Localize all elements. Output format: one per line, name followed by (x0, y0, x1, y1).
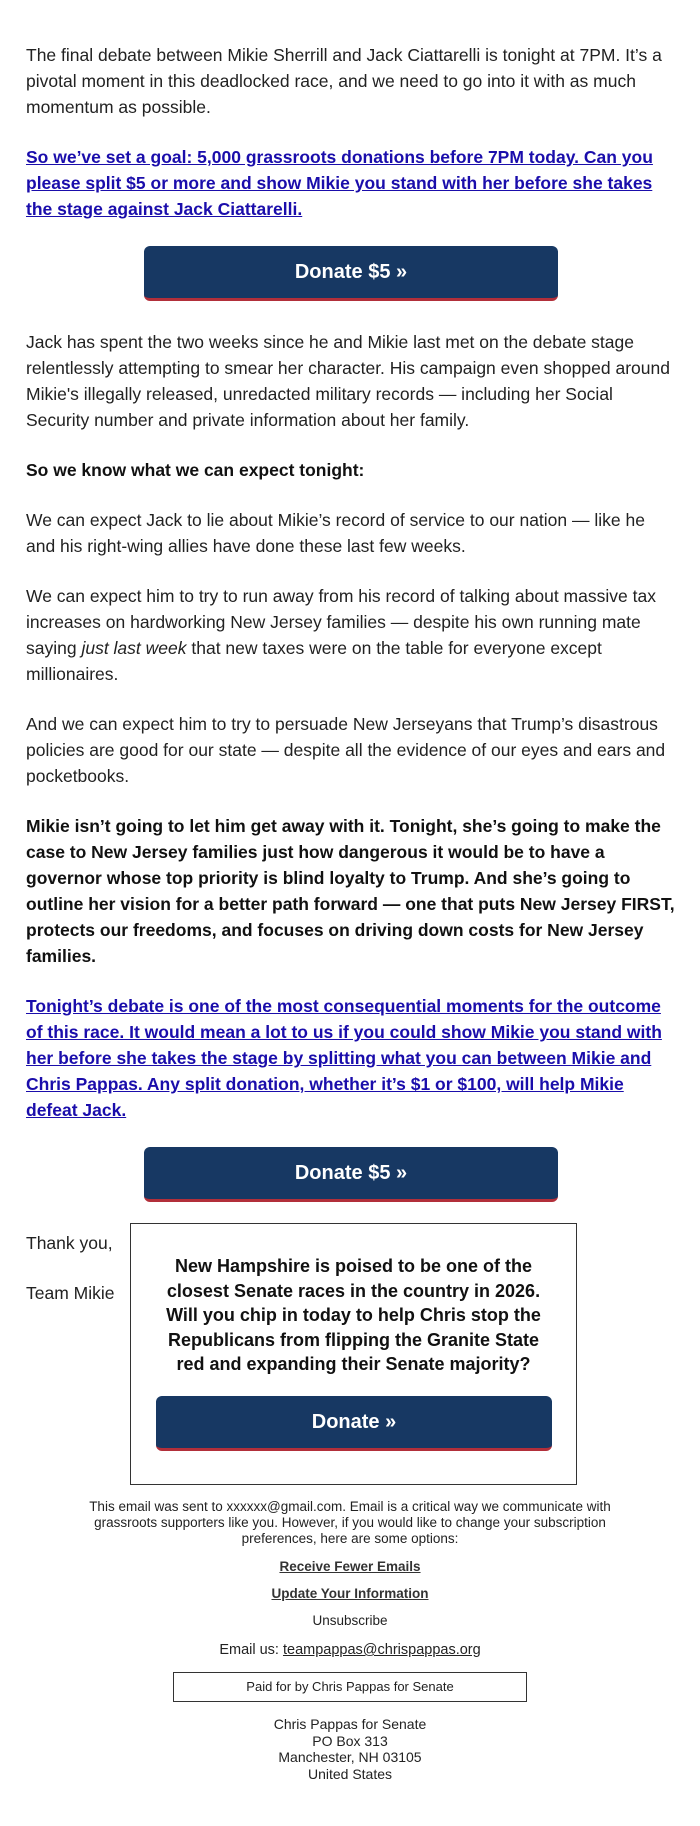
email-body (26, 42, 676, 1330)
donate-5-button[interactable]: Donate $5 » (144, 246, 558, 301)
mailing-address (60, 1716, 640, 1782)
expect-lie-paragraph: We can expect Jack to lie about Mikie’s record of service to our nation — like he and his right-wing allies have done these last few weeks. (26, 510, 645, 556)
receive-fewer-emails-link[interactable]: Receive Fewer Emails (279, 1559, 421, 1574)
unsubscribe-link[interactable]: Unsubscribe (312, 1613, 388, 1628)
signoff-team: Team Mikie (26, 1283, 115, 1303)
email-us-label: Email us: (219, 1642, 283, 1658)
new-hampshire-box (130, 1223, 577, 1485)
donate-button[interactable]: Donate » (156, 1396, 552, 1451)
footer (60, 1499, 640, 1782)
expect-tax-text-end: that new taxes were on the table for everyone except millionaires. (26, 638, 602, 684)
address-line: United States (307, 1765, 393, 1782)
expect-tax-text-start: We can expect him to try to run away from his record of talking about massive tax increases on hardworking New Jersey families — despite his own running mate saying (26, 586, 656, 658)
donate-button-row-1 (26, 246, 676, 301)
signoff-thanks: Thank you, (26, 1233, 113, 1253)
expect-trump-paragraph: And we can expect him to try to persuade New Jerseyans that Trump’s disastrous policies are good for our state — despite all the evidence of our eyes and ears and pocketbooks. (26, 714, 666, 786)
expect-tax-paragraph (26, 583, 676, 687)
new-hampshire-text: New Hampshire is poised to be one of the closest Senate races in the country in 2026. Will you chip in today to help Chris stop the Republicans from flipping the Granite State red and expanding their Senate majority? (166, 1256, 541, 1374)
donate-5-button-2[interactable]: Donate $5 » (144, 1147, 558, 1202)
expect-heading: So we know what we can expect tonight: (26, 460, 365, 480)
donation-goal-link[interactable]: So we’ve set a goal: 5,000 grassroots donations before 7PM today. Can you please split $5 or more and show Mikie you stand with her before she takes the stage against Jack Ciattarelli. (26, 147, 653, 219)
expect-tax-italic: just last week (81, 638, 187, 658)
split-donation-link[interactable]: Tonight’s debate is one of the most consequential moments for the outcome of this race. It would mean a lot to us if you could show Mikie you stand with her before she takes the stage by splitting what you can between Mikie and Chris Pappas. Any split donation, whether it’s $1 or $100, will help Mikie defeat Jack. (26, 996, 662, 1120)
cta-paragraph-1 (26, 144, 676, 222)
email-us-line (60, 1641, 640, 1659)
footer-intro: This email was sent to xxxxxx@gmail.com. Email is a critical way we communicate with grassroots supporters like you. However, if you would like to change your subscription preferences, here are some options: (89, 1499, 611, 1546)
bold-paragraph: Mikie isn’t going to let him get away with it. Tonight, she’s going to make the case to New Jersey families just how dangerous it would be to have a governor whose top priority is blind loyalty to Trump. And she’s going to outline her vision for a better path forward — one that puts New Jersey FIRST, protects our freedoms, and focuses on driving down costs for New Jersey families. (26, 816, 675, 966)
cta-paragraph-2 (26, 993, 676, 1123)
address-line: PO Box 313 (312, 1732, 388, 1749)
intro-paragraph: The final debate between Mikie Sherrill and Jack Ciattarelli is tonight at 7PM. It’s a pivotal moment in this deadlocked race, and we need to go into it with as much momentum as possible. (26, 45, 662, 117)
donate-button-row-2 (26, 1147, 676, 1202)
address-line: Manchester, NH 03105 (278, 1749, 422, 1765)
address-line: Chris Pappas for Senate (273, 1716, 427, 1732)
email-address-link[interactable]: teampappas@chrispappas.org (282, 1642, 481, 1658)
update-information-link[interactable]: Update Your Information (271, 1586, 429, 1601)
smear-paragraph: Jack has spent the two weeks since he and Mikie last met on the debate stage relentlessly attempting to smear her character. His campaign even shopped around Mikie's illegally released, unredacted military records — including her Social Security number and private information about her family. (26, 332, 670, 430)
paid-for-box: Paid for by Chris Pappas for Senate (173, 1672, 527, 1702)
